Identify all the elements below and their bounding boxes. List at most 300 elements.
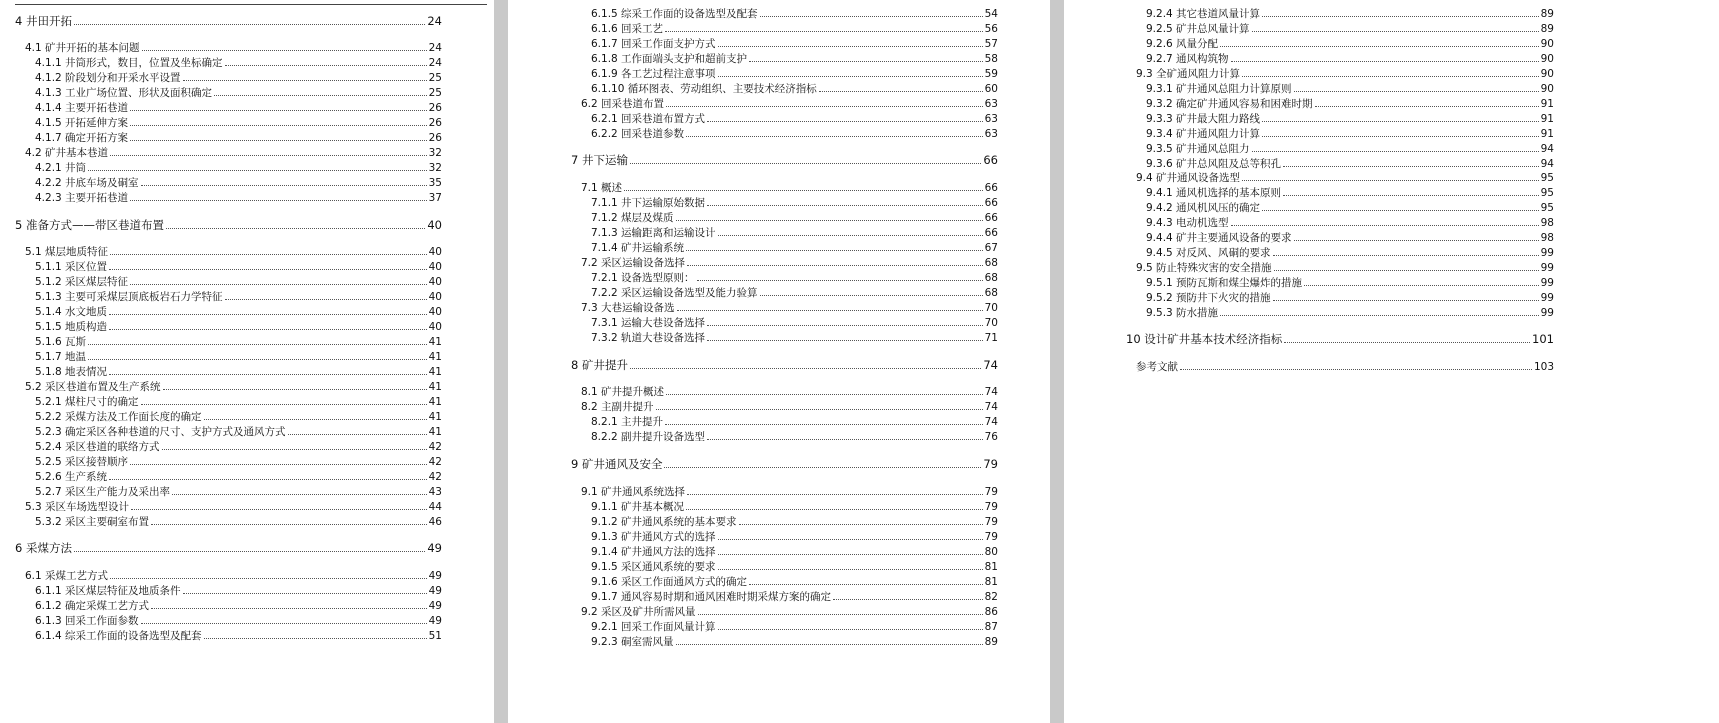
toc-dot-leader — [666, 106, 983, 107]
toc-dot-leader — [130, 464, 427, 465]
toc-subsection-entry[interactable] — [35, 469, 442, 484]
toc-subsection-entry[interactable] — [35, 613, 442, 628]
toc-subsection-entry[interactable] — [591, 66, 998, 81]
toc-entry-title: 6.1.1 采区煤层特征及地质条件 — [35, 585, 181, 597]
toc-chapter-entry[interactable] — [571, 357, 998, 373]
toc-entry-title: 5.2 采区巷道布置及生产系统 — [25, 381, 161, 393]
toc-section-entry[interactable] — [25, 379, 442, 394]
toc-page-number: 74 — [984, 401, 998, 413]
toc-entry-title: 9.2.5 矿井总风量计算 — [1146, 23, 1250, 35]
toc-dot-leader — [1252, 31, 1539, 32]
toc-dot-leader — [687, 494, 983, 495]
toc-dot-leader — [1315, 106, 1539, 107]
toc-subsection-entry[interactable] — [591, 499, 998, 514]
toc-page-number: 42 — [428, 456, 442, 468]
toc-entry-title: 6.1.5 综采工作面的设备选型及配套 — [591, 8, 758, 20]
toc-subsection-entry[interactable] — [35, 55, 442, 70]
toc-section-entry[interactable] — [581, 399, 998, 414]
toc-subsection-entry[interactable] — [591, 6, 998, 21]
toc-page-number: 59 — [984, 68, 998, 80]
toc-subsection-entry[interactable] — [35, 289, 442, 304]
toc-dot-leader — [109, 374, 427, 375]
toc-subsection-entry[interactable] — [591, 225, 998, 240]
toc-page-number: 91 — [1540, 128, 1554, 140]
toc-page-number: 99 — [1540, 292, 1554, 304]
toc-entry-title: 9.2.1 回采工作面风量计算 — [591, 621, 716, 633]
toc-dot-leader — [1242, 180, 1539, 181]
toc-page-number: 41 — [428, 411, 442, 423]
document-page-3 — [1064, 0, 1719, 723]
toc-dot-leader — [749, 61, 983, 62]
toc-dot-leader — [183, 80, 427, 81]
toc-subsection-entry[interactable] — [35, 100, 442, 115]
toc-subsection-entry[interactable] — [591, 36, 998, 51]
toc-dot-leader — [225, 65, 427, 66]
toc-subsection-entry[interactable] — [1146, 185, 1554, 200]
toc-chapter-entry[interactable] — [15, 217, 442, 233]
toc-dot-leader — [141, 623, 427, 624]
toc-entry-title: 10 设计矿井基本技术经济指标 — [1126, 332, 1283, 346]
toc-entry-title: 9.3.3 矿井最大阻力路线 — [1146, 113, 1261, 125]
toc-subsection-entry[interactable] — [591, 429, 998, 444]
toc-section-entry[interactable] — [581, 300, 998, 315]
toc-dot-leader — [718, 629, 983, 630]
toc-entry-title: 9.1.7 通风容易时期和通风困难时期采煤方案的确定 — [591, 591, 832, 603]
toc-chapter-entry[interactable] — [1126, 331, 1554, 347]
toc-page-number: 49 — [428, 585, 442, 597]
toc-dot-leader — [225, 299, 427, 300]
toc-dot-leader — [74, 24, 425, 25]
toc-page-number: 49 — [428, 600, 442, 612]
toc-subsection-entry[interactable] — [1146, 96, 1554, 111]
toc-section-entry[interactable] — [581, 255, 998, 270]
toc-page-number: 40 — [428, 321, 442, 333]
toc-subsection-entry[interactable] — [35, 409, 442, 424]
toc-subsection-entry[interactable] — [35, 160, 442, 175]
toc-subsection-entry[interactable] — [1146, 21, 1554, 36]
toc-entry-title: 9.1.4 矿井通风方法的选择 — [591, 546, 716, 558]
toc-page-number: 87 — [984, 621, 998, 633]
toc-entry-title: 6.2 回采巷道布置 — [581, 98, 665, 110]
toc-page-number: 76 — [984, 431, 998, 443]
toc-dot-leader — [141, 185, 427, 186]
toc-dot-leader — [665, 31, 983, 32]
toc-dot-leader — [624, 190, 983, 191]
toc-dot-leader — [1262, 16, 1539, 17]
toc-dot-leader — [1262, 210, 1539, 211]
toc-dot-leader — [1304, 285, 1539, 286]
toc-entry-title: 5.3.2 采区主要硐室布置 — [35, 516, 150, 528]
toc-entry-title: 5 准备方式——带区巷道布置 — [15, 218, 164, 232]
toc-section-entry[interactable] — [25, 40, 442, 55]
toc-entry-title: 5.1.5 地质构造 — [35, 321, 108, 333]
toc-page-number: 98 — [1540, 217, 1554, 229]
toc-dot-leader — [204, 638, 427, 639]
toc-section-entry[interactable] — [1136, 66, 1554, 81]
toc-entry-title: 9.1.6 采区工作面通风方式的确定 — [591, 576, 748, 588]
toc-subsection-entry[interactable] — [591, 126, 998, 141]
toc-subsection-entry[interactable] — [1146, 6, 1554, 21]
toc-entry-title: 9.4.4 矿井主要通风设备的要求 — [1146, 232, 1292, 244]
toc-subsection-entry[interactable] — [35, 85, 442, 100]
toc-subsection-entry[interactable] — [591, 529, 998, 544]
toc-page-number: 79 — [984, 486, 998, 498]
toc-subsection-entry[interactable] — [1146, 36, 1554, 51]
toc-chapter-entry[interactable] — [571, 456, 998, 472]
toc-page-number: 74 — [983, 358, 998, 372]
toc-entry-title: 9.4.1 通风机选择的基本原则 — [1146, 187, 1282, 199]
toc-dot-leader — [630, 163, 981, 164]
toc-entry-title: 6.1.2 确定采煤工艺方式 — [35, 600, 150, 612]
toc-page-number: 58 — [984, 53, 998, 65]
toc-dot-leader — [110, 578, 427, 579]
toc-page-number: 26 — [428, 117, 442, 129]
toc-dot-leader — [1294, 91, 1539, 92]
toc-entry-title: 9.4 矿井通风设备选型 — [1136, 172, 1241, 184]
toc-subsection-entry[interactable] — [591, 330, 998, 345]
toc-entry-title: 7.1.4 矿井运输系统 — [591, 242, 685, 254]
toc-entry-title: 4.1.3 工业广场位置、形状及面积确定 — [35, 87, 213, 99]
toc-dot-leader — [110, 155, 427, 156]
toc-entry-title: 9.2.6 风量分配 — [1146, 38, 1219, 50]
toc-dot-leader — [1262, 136, 1539, 137]
toc-page-number: 67 — [984, 242, 998, 254]
toc-entry-title: 6.1.9 各工艺过程注意事项 — [591, 68, 716, 80]
toc-entry-title: 9.1.3 矿井通风方式的选择 — [591, 531, 716, 543]
toc-page-number: 80 — [984, 546, 998, 558]
toc-page-number: 40 — [428, 291, 442, 303]
toc-page-number: 89 — [1540, 23, 1554, 35]
toc-subsection-entry[interactable] — [35, 319, 442, 334]
toc-page-number: 42 — [428, 471, 442, 483]
toc-entry-title: 5.2.3 确定采区各种巷道的尺寸、支护方式及通风方式 — [35, 426, 286, 438]
toc-dot-leader — [141, 404, 427, 405]
toc-dot-leader — [718, 46, 983, 47]
toc-subsection-entry[interactable] — [1146, 290, 1554, 305]
toc-dot-leader — [88, 344, 427, 345]
toc-entry-title: 4.1.7 确定开拓方案 — [35, 132, 129, 144]
toc-entry-title: 6.2.2 回采巷道参数 — [591, 128, 685, 140]
toc-entry-title: 5.2.4 采区巷道的联络方式 — [35, 441, 160, 453]
toc-page-number: 63 — [984, 113, 998, 125]
toc-page-number: 95 — [1540, 187, 1554, 199]
toc-page-number: 86 — [984, 606, 998, 618]
toc-dot-leader — [130, 200, 427, 201]
toc-dot-leader — [664, 467, 981, 468]
toc-dot-leader — [1262, 121, 1539, 122]
toc-entry-title: 8.2.2 副井提升设备选型 — [591, 431, 706, 443]
toc-subsection-entry[interactable] — [591, 414, 998, 429]
toc-entry-title: 5.1.3 主要可采煤层顶底板岩石力学特征 — [35, 291, 223, 303]
toc-subsection-entry[interactable] — [1146, 200, 1554, 215]
toc-page-number: 60 — [984, 83, 998, 95]
toc-section-entry[interactable] — [581, 604, 998, 619]
toc-dot-leader — [204, 419, 427, 420]
toc-entry-title: 5.2.6 生产系统 — [35, 471, 108, 483]
toc-section-entry[interactable] — [581, 180, 998, 195]
toc-dot-leader — [707, 340, 983, 341]
toc-subsection-entry[interactable] — [1146, 215, 1554, 230]
toc-section-entry[interactable] — [581, 96, 998, 111]
toc-subsection-entry[interactable] — [35, 274, 442, 289]
toc-entry-title: 9.5 防止特殊灾害的安全措施 — [1136, 262, 1272, 274]
toc-entry-title: 7.3.1 运输大巷设备选择 — [591, 317, 706, 329]
toc-chapter-entry[interactable] — [15, 540, 442, 556]
toc-dot-leader — [130, 125, 427, 126]
toc-entry-title: 5.1.7 地温 — [35, 351, 87, 363]
toc-page-number: 79 — [984, 516, 998, 528]
toc-page-number: 42 — [428, 441, 442, 453]
toc-page-number: 41 — [428, 426, 442, 438]
toc-subsection-entry[interactable] — [35, 484, 442, 499]
toc-page-number: 41 — [428, 336, 442, 348]
toc-entry-title: 7.1.2 煤层及煤质 — [591, 212, 674, 224]
toc-subsection-entry[interactable] — [591, 574, 998, 589]
toc-subsection-entry[interactable] — [35, 115, 442, 130]
toc-section-entry[interactable] — [25, 145, 442, 160]
toc-dot-leader — [151, 608, 427, 609]
toc-entry-title: 9.1.1 矿井基本概况 — [591, 501, 685, 513]
toc-page-number: 49 — [428, 615, 442, 627]
toc-subsection-entry[interactable] — [35, 304, 442, 319]
toc-entry-title: 6.1.6 回采工艺 — [591, 23, 664, 35]
toc-dot-leader — [1231, 225, 1539, 226]
toc-entry-title: 5.1.2 采区煤层特征 — [35, 276, 129, 288]
toc-dot-leader — [1180, 369, 1532, 370]
toc-page-number: 35 — [428, 177, 442, 189]
toc-subsection-entry[interactable] — [591, 634, 998, 649]
toc-entry-title: 4.2.3 主要开拓巷道 — [35, 192, 129, 204]
toc-entry-title: 4.2 矿井基本巷道 — [25, 147, 109, 159]
toc-page-number: 41 — [428, 351, 442, 363]
toc-subsection-entry[interactable] — [591, 81, 998, 96]
toc-entry-title: 9.2 采区及矿井所需风量 — [581, 606, 696, 618]
toc-entry-title: 8.1 矿井提升概述 — [581, 386, 665, 398]
toc-subsection-entry[interactable] — [1146, 156, 1554, 171]
toc-subsection-entry[interactable] — [591, 285, 998, 300]
toc-dot-leader — [718, 554, 983, 555]
toc-dot-leader — [1273, 300, 1539, 301]
toc-subsection-entry[interactable] — [591, 315, 998, 330]
toc-dot-leader — [676, 220, 983, 221]
toc-entry-title: 7.1 概述 — [581, 182, 623, 194]
toc-subsection-entry[interactable] — [591, 619, 998, 634]
toc-page-number: 89 — [984, 636, 998, 648]
toc-entry-title: 8 矿井提升 — [571, 358, 628, 372]
toc-page-number: 63 — [984, 128, 998, 140]
toc-section-entry[interactable] — [25, 244, 442, 259]
toc-subsection-entry[interactable] — [35, 190, 442, 205]
toc-entry-title: 6.1.4 综采工作面的设备选型及配套 — [35, 630, 202, 642]
toc-subsection-entry[interactable] — [1146, 111, 1554, 126]
toc-dot-leader — [707, 121, 983, 122]
toc-page-number: 89 — [1540, 8, 1554, 20]
toc-page-number: 81 — [984, 576, 998, 588]
toc-page-number: 90 — [1540, 83, 1554, 95]
toc-subsection-entry[interactable] — [1146, 141, 1554, 156]
toc-dot-leader — [630, 368, 981, 369]
toc-dot-leader — [1220, 315, 1539, 316]
page-gutter-right — [1050, 0, 1064, 723]
toc-subsection-entry[interactable] — [1146, 275, 1554, 290]
toc-entry-title: 9.2.7 通风构筑物 — [1146, 53, 1229, 65]
document-page-2 — [508, 0, 1050, 723]
toc-page-number: 32 — [428, 147, 442, 159]
toc-page-number: 66 — [984, 212, 998, 224]
toc-page-number: 40 — [427, 218, 442, 232]
toc-dot-leader — [1273, 255, 1539, 256]
toc-entry-title: 9.5.1 预防瓦斯和煤尘爆炸的措施 — [1146, 277, 1303, 289]
toc-page-number: 25 — [428, 87, 442, 99]
toc-dot-leader — [1283, 195, 1539, 196]
toc-entry-title: 5.2.1 煤柱尺寸的确定 — [35, 396, 139, 408]
toc-entry-title: 6.1.8 工作面端头支护和超前支护 — [591, 53, 748, 65]
toc-subsection-entry[interactable] — [35, 454, 442, 469]
toc-entry-title: 4 井田开拓 — [15, 14, 72, 28]
toc-dot-leader — [677, 310, 983, 311]
toc-subsection-entry[interactable] — [1146, 245, 1554, 260]
toc-dot-leader — [665, 424, 983, 425]
toc-page-number: 74 — [984, 386, 998, 398]
toc-entry-title: 9.1.2 矿井通风系统的基本要求 — [591, 516, 737, 528]
toc-page-number: 26 — [428, 132, 442, 144]
toc-subsection-entry[interactable] — [35, 334, 442, 349]
toc-chapter-entry[interactable] — [15, 13, 442, 29]
toc-page-number: 74 — [984, 416, 998, 428]
toc-subsection-entry[interactable] — [591, 21, 998, 36]
toc-dot-leader — [739, 524, 983, 525]
toc-subsection-entry[interactable] — [35, 598, 442, 613]
toc-section-entry[interactable] — [581, 384, 998, 399]
toc-entry-title: 6.1.3 回采工作面参数 — [35, 615, 139, 627]
toc-page-number: 57 — [984, 38, 998, 50]
toc-subsection-entry[interactable] — [35, 259, 442, 274]
toc-dot-leader — [151, 524, 427, 525]
toc-entry-title: 7.1.3 运输距离和运输设计 — [591, 227, 716, 239]
toc-page-number: 40 — [428, 261, 442, 273]
toc-subsection-entry[interactable] — [35, 70, 442, 85]
toc-dot-leader — [1294, 240, 1539, 241]
toc-subsection-entry[interactable] — [35, 439, 442, 454]
toc-entry-title: 9.5.2 预防井下火灾的措施 — [1146, 292, 1271, 304]
toc-entry-title: 9.1 矿井通风系统选择 — [581, 486, 686, 498]
toc-entry-title: 6.1.7 回采工作面支护方式 — [591, 38, 716, 50]
toc-subsection-entry[interactable] — [591, 195, 998, 210]
toc-subsection-entry[interactable] — [591, 240, 998, 255]
toc-page-number: 49 — [428, 570, 442, 582]
toc-page-number: 66 — [984, 227, 998, 239]
toc-section-entry[interactable] — [1136, 260, 1554, 275]
toc-entry-title: 5.1.1 采区位置 — [35, 261, 108, 273]
toc-page-number: 99 — [1540, 277, 1554, 289]
toc-entry-title: 7.1.1 井下运输原始数据 — [591, 197, 706, 209]
toc-subsection-entry[interactable] — [35, 514, 442, 529]
toc-page-number: 91 — [1540, 113, 1554, 125]
toc-subsection-entry[interactable] — [35, 628, 442, 643]
toc-section-entry[interactable] — [25, 568, 442, 583]
toc-subsection-entry[interactable] — [35, 394, 442, 409]
toc-dot-leader — [760, 16, 983, 17]
toc-subsection-entry[interactable] — [1146, 230, 1554, 245]
toc-dot-leader — [288, 434, 427, 435]
toc-dot-leader — [172, 494, 427, 495]
toc-page-number: 66 — [984, 182, 998, 194]
toc-subsection-entry[interactable] — [591, 544, 998, 559]
toc-page-number: 99 — [1540, 247, 1554, 259]
toc-subsection-entry[interactable] — [1146, 305, 1554, 320]
toc-entry-title: 5.1 煤层地质特征 — [25, 246, 109, 258]
toc-entry-title: 5.1.6 瓦斯 — [35, 336, 87, 348]
toc-page-number: 91 — [1540, 98, 1554, 110]
toc-page-number: 94 — [1540, 158, 1554, 170]
toc-section-entry[interactable] — [581, 484, 998, 499]
toc-dot-leader — [130, 284, 427, 285]
toc-subsection-entry[interactable] — [591, 589, 998, 604]
toc-entry-title: 4.1.1 井筒形式，数目，位置及坐标确定 — [35, 57, 223, 69]
toc-entry-title: 5.1.4 水文地质 — [35, 306, 108, 318]
toc-entry-title: 9.3 全矿通风阻力计算 — [1136, 68, 1241, 80]
toc-subsection-entry[interactable] — [35, 130, 442, 145]
toc-page-number: 99 — [1540, 307, 1554, 319]
toc-subsection-entry[interactable] — [591, 111, 998, 126]
toc-entry-title: 4.2.1 井筒 — [35, 162, 87, 174]
toc-page-number: 90 — [1540, 68, 1554, 80]
toc-dot-leader — [130, 140, 427, 141]
toc-entry-title: 9.3.2 确定矿井通风容易和困难时期 — [1146, 98, 1313, 110]
toc-chapter-entry[interactable] — [571, 152, 998, 168]
toc-subsection-entry[interactable] — [1146, 51, 1554, 66]
toc-page-number: 70 — [984, 302, 998, 314]
toc-page-number: 24 — [427, 14, 442, 28]
page-gutter-left — [494, 0, 508, 723]
toc-entry-title: 6.1 采煤工艺方式 — [25, 570, 109, 582]
toc-page-number: 95 — [1540, 172, 1554, 184]
toc-dot-leader — [833, 599, 983, 600]
toc-subsection-entry[interactable] — [591, 270, 998, 285]
toc-page-number: 66 — [983, 153, 998, 167]
toc-dot-leader — [88, 170, 427, 171]
toc-subsection-entry[interactable] — [591, 514, 998, 529]
toc-page-number: 44 — [428, 501, 442, 513]
toc-entry-title: 9.4.3 电动机选型 — [1146, 217, 1229, 229]
toc-dot-leader — [666, 394, 983, 395]
toc-dot-leader — [749, 584, 983, 585]
toc-subsection-entry[interactable] — [1146, 126, 1554, 141]
toc-subsection-entry[interactable] — [35, 424, 442, 439]
toc-subsection-entry[interactable] — [1146, 81, 1554, 96]
toc-dot-leader — [1274, 270, 1539, 271]
toc-dot-leader — [687, 265, 983, 266]
toc-dot-leader — [214, 95, 427, 96]
toc-dot-leader — [1283, 166, 1539, 167]
toc-entry-title: 参考文献 — [1136, 361, 1178, 373]
toc-section-entry[interactable] — [25, 499, 442, 514]
toc-section-entry[interactable] — [1136, 170, 1554, 185]
toc-page-number: 40 — [428, 306, 442, 318]
toc-entry-title: 4.1 矿井开拓的基本问题 — [25, 42, 140, 54]
toc-subsection-entry[interactable] — [35, 364, 442, 379]
toc-section-entry[interactable] — [1136, 359, 1554, 374]
toc-subsection-entry[interactable] — [591, 559, 998, 574]
toc-entry-title: 7.2 采区运输设备选择 — [581, 257, 686, 269]
toc-subsection-entry[interactable] — [591, 51, 998, 66]
toc-subsection-entry[interactable] — [35, 175, 442, 190]
toc-subsection-entry[interactable] — [35, 583, 442, 598]
page-top-rule — [15, 4, 487, 5]
toc-subsection-entry[interactable] — [35, 349, 442, 364]
toc-subsection-entry[interactable] — [591, 210, 998, 225]
toc-dot-leader — [109, 479, 427, 480]
